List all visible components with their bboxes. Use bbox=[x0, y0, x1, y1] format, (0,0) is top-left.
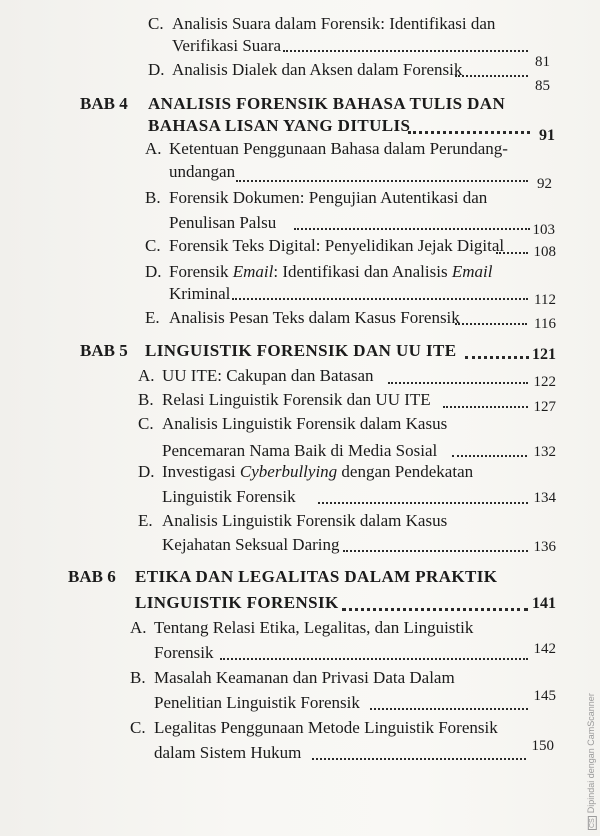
dot-leader bbox=[408, 131, 530, 134]
page-number: 92 bbox=[537, 176, 552, 192]
toc-entry-4d-line2: Kriminal bbox=[169, 284, 231, 303]
toc-entry-3d: D. Analisis Dialek dan Aksen dalam Forensik bbox=[148, 60, 463, 79]
chapter-label-bab4: BAB 4 bbox=[80, 94, 128, 113]
entry-letter: B. bbox=[145, 188, 161, 207]
page-number: 145 bbox=[533, 688, 556, 704]
chapter-title-bab6-line1: ETIKA DAN LEGALITAS DALAM PRAKTIK bbox=[135, 567, 498, 586]
entry-letter: C. bbox=[130, 718, 146, 737]
toc-entry-5e-line2: Kejahatan Seksual Daring bbox=[162, 535, 340, 554]
entry-letter: C. bbox=[145, 236, 161, 255]
toc-entry-3c-line2: Verifikasi Suara bbox=[172, 36, 282, 55]
entry-letter: A. bbox=[130, 618, 147, 637]
page-number: 116 bbox=[534, 316, 556, 332]
camscanner-watermark: CSDipindai dengan CamScanner bbox=[586, 693, 596, 828]
page-number: 91 bbox=[539, 127, 555, 144]
toc-entry-5c-line2: Pencemaran Nama Baik di Media Sosial bbox=[162, 441, 438, 460]
toc-entry-3c-line1: C. Analisis Suara dalam Forensik: Identifikasi dan bbox=[148, 14, 496, 33]
entry-letter: B. bbox=[130, 668, 146, 687]
dot-leader bbox=[220, 658, 528, 660]
chapter-label-bab5: BAB 5 bbox=[80, 341, 128, 360]
page-number: 136 bbox=[533, 539, 556, 555]
toc-entry-4e: E. Analisis Pesan Teks dalam Kasus Forensik bbox=[145, 308, 460, 327]
toc-entry-6b-line1: B. Masalah Keamanan dan Privasi Data Dalam bbox=[130, 668, 455, 687]
dot-leader bbox=[232, 298, 528, 300]
entry-letter: A. bbox=[138, 366, 155, 385]
page-number: 142 bbox=[533, 641, 556, 657]
dot-leader bbox=[294, 228, 530, 230]
dot-leader bbox=[388, 382, 528, 384]
entry-letter: C. bbox=[148, 14, 164, 33]
chapter-title-bab5: LINGUISTIK FORENSIK DAN UU ITE bbox=[145, 341, 457, 360]
camscanner-logo-icon: CS bbox=[589, 818, 596, 828]
toc-entry-5a: A. UU ITE: Cakupan dan Batasan bbox=[138, 366, 374, 385]
page-number: 150 bbox=[531, 738, 554, 754]
toc-entry-5c-line1: C. Analisis Linguistik Forensik dalam Kasus bbox=[138, 414, 448, 433]
toc-entry-4c: C. Forensik Teks Digital: Penyelidikan Jejak Digital bbox=[145, 236, 505, 255]
page-number: 112 bbox=[534, 292, 556, 308]
chapter-title-bab6-line2: LINGUISTIK FORENSIK bbox=[135, 593, 339, 612]
chapter-title-bab4-line1: ANALISIS FORENSIK BAHASA TULIS DAN bbox=[148, 94, 506, 113]
toc-entry-4d-line1: D. Forensik Email: Identifikasi dan Analisis Email bbox=[145, 262, 493, 281]
page-number: 122 bbox=[533, 374, 556, 390]
toc-entry-4b-line2: Penulisan Palsu bbox=[169, 213, 277, 232]
entry-letter: E. bbox=[138, 511, 153, 530]
page-number: 108 bbox=[533, 244, 556, 260]
toc-entry-5e-line1: E. Analisis Linguistik Forensik dalam Kasus bbox=[138, 511, 448, 530]
toc-entry-5d-line1: D. Investigasi Cyberbullying dengan Pendekatan bbox=[138, 462, 474, 481]
entry-letter: D. bbox=[145, 262, 162, 281]
page-number: 121 bbox=[532, 346, 556, 363]
dot-leader bbox=[318, 502, 528, 504]
chapter-label-bab6: BAB 6 bbox=[68, 567, 116, 586]
toc-entry-6a-line2: Forensik bbox=[154, 643, 214, 662]
chapter-title-bab4-line2: BAHASA LISAN YANG DITULIS bbox=[148, 116, 411, 135]
page-number: 81 bbox=[535, 54, 550, 70]
dot-leader bbox=[342, 608, 528, 611]
toc-entry-6b-line2: Penelitian Linguistik Forensik bbox=[154, 693, 360, 712]
toc-entry-4a-line1: A. Ketentuan Penggunaan Bahasa dalam Perundang- bbox=[145, 139, 508, 158]
toc-entry-4a-line2: undangan bbox=[169, 162, 236, 181]
dot-leader bbox=[283, 50, 528, 52]
entry-letter: B. bbox=[138, 390, 154, 409]
toc-entry-6a-line1: A. Tentang Relasi Etika, Legalitas, dan Linguistik bbox=[130, 618, 474, 637]
page-number: 127 bbox=[533, 399, 556, 415]
dot-leader bbox=[236, 180, 528, 182]
dot-leader bbox=[312, 758, 526, 760]
toc-entry-6c-line2: dalam Sistem Hukum bbox=[154, 743, 302, 762]
entry-letter: A. bbox=[145, 139, 162, 158]
toc-entry-4b-line1: B. Forensik Dokumen: Pengujian Autentikasi dan bbox=[145, 188, 488, 207]
page-number: 103 bbox=[532, 222, 555, 238]
entry-letter: D. bbox=[138, 462, 155, 481]
entry-letter: D. bbox=[148, 60, 165, 79]
entry-letter: E. bbox=[145, 308, 160, 327]
page-number: 85 bbox=[535, 78, 550, 94]
toc-entry-5d-line2: Linguistik Forensik bbox=[162, 487, 296, 506]
page-number: 141 bbox=[532, 595, 556, 612]
dot-leader bbox=[370, 708, 528, 710]
entry-letter: C. bbox=[138, 414, 154, 433]
toc-entry-5b: B. Relasi Linguistik Forensik dan UU ITE bbox=[138, 390, 431, 409]
dot-leader bbox=[343, 550, 528, 552]
page-number: 132 bbox=[533, 444, 556, 460]
toc-entry-6c-line1: C. Legalitas Penggunaan Metode Linguistik Forensik bbox=[130, 718, 498, 737]
page-number: 134 bbox=[533, 490, 556, 506]
